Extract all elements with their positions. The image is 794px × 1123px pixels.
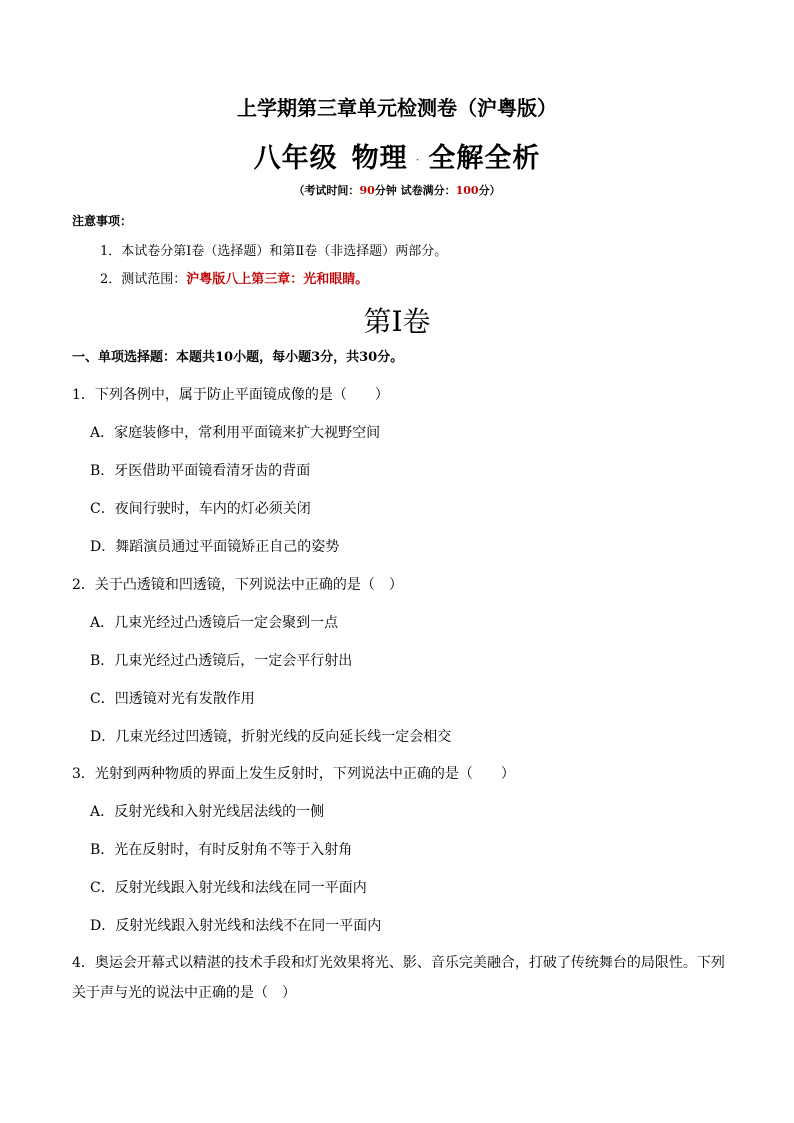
notice-item-2-prefix: 2．测试范围： — [100, 272, 187, 287]
exam-info-mid: 分钟 试卷满分： — [374, 184, 456, 197]
option-item: D．几束光经过凹透镜，折射光线的反向延长线一定会相交 — [90, 729, 452, 745]
option-item: C．反射光线跟入射光线和法线在同一平面内 — [90, 880, 367, 896]
exam-subtitle — [0, 136, 794, 175]
exam-info-suffix: 分） — [478, 184, 501, 197]
question-stem: 4．奥运会开幕式以精湛的技术手段和灯光效果将光、影、音乐完美融合，打破了传统舞台的局限性。下列关于声与光的说法中正确的是（ ） — [72, 955, 725, 1001]
subtitle-grade: 八年级 — [253, 143, 338, 174]
option-item: B．牙医借助平面镜看清牙齿的背面 — [90, 463, 311, 479]
test-scope: 沪粤版八上第三章：光和眼睛。 — [186, 272, 369, 287]
volume-title: 第Ⅰ卷 — [363, 305, 431, 338]
option-item: D．舞蹈演员通过平面镜矫正自己的姿势 — [90, 539, 340, 555]
option-item: B．光在反射时，有时反射角不等于入射角 — [90, 842, 353, 858]
option-item: B．几束光经过凸透镜后，一定会平行射出 — [90, 653, 353, 669]
notice-item-2 — [100, 268, 368, 287]
option-item: D．反射光线跟入射光线和法线不在同一平面内 — [90, 918, 382, 934]
exam-title: 上学期第三章单元检测卷（沪粤版） — [237, 96, 557, 120]
section-heading: 一、单项选择题：本题共10小题，每小题3分，共30分。 — [72, 350, 404, 365]
exam-info — [0, 182, 794, 198]
notice-item-1: 1．本试卷分第Ⅰ卷（选择题）和第Ⅱ卷（非选择题）两部分。 — [100, 244, 448, 259]
exam-score: 100 — [455, 184, 479, 197]
question-stem: 2．关于凸透镜和凹透镜，下列说法中正确的是（ ） — [72, 577, 403, 593]
option-item: A．反射光线和入射光线居法线的一侧 — [90, 804, 325, 820]
option-item: A．家庭装修中，常利用平面镜来扩大视野空间 — [90, 425, 381, 441]
subtitle-subject: 物理 — [351, 143, 408, 174]
exam-time: 90 — [359, 184, 375, 197]
question-stem: 1．下列各例中，属于防止平面镜成像的是（ ） — [72, 387, 389, 403]
option-item: C．凹透镜对光有发散作用 — [90, 691, 255, 707]
option-item: C．夜间行驶时，车内的灯必须关闭 — [90, 501, 311, 517]
question-stem: 3．光射到两种物质的界面上发生反射时，下列说法中正确的是（ ） — [72, 766, 515, 782]
exam-info-prefix: （考试时间： — [293, 184, 360, 197]
subtitle-separator: · — [415, 152, 421, 167]
option-item: A．几束光经过凸透镜后一定会聚到一点 — [90, 615, 339, 631]
notice-heading: 注意事项： — [72, 214, 133, 228]
subtitle-tail: 全解全析 — [428, 143, 541, 174]
